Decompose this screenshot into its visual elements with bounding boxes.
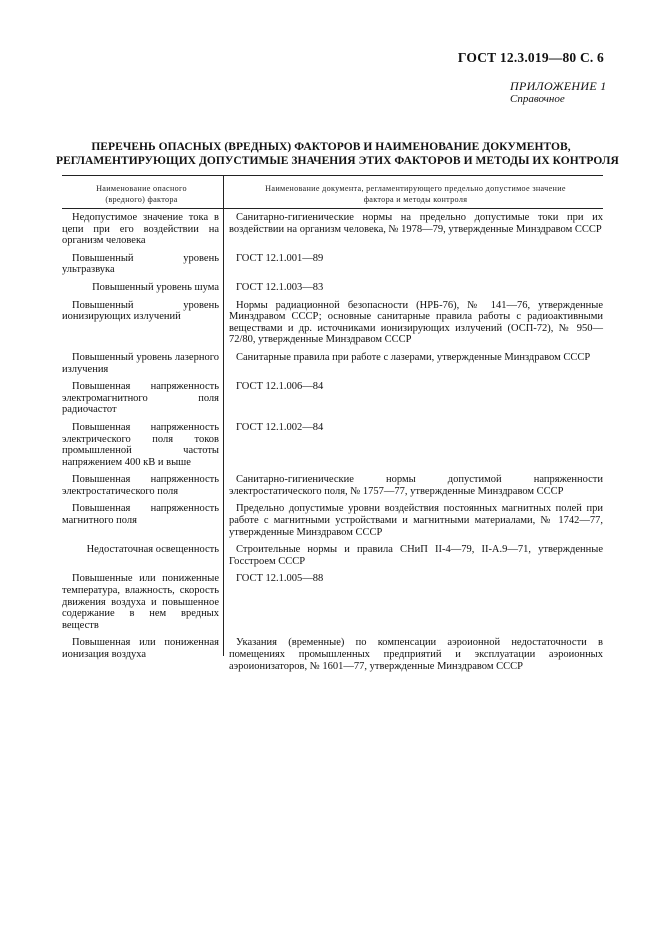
table-row <box>62 212 603 247</box>
table-row <box>62 282 603 294</box>
appendix-block <box>510 80 607 106</box>
column-header-factor <box>62 183 221 205</box>
document-cell: Санитарно-гигиенические нормы на предельно допустимые токи при их воздействии на организм человека, № 1978—79, утвержденные Минздравом СССР <box>229 212 603 235</box>
factor-cell: Повышенная напряженность электрического поля токов промышленной частоты напряжением 400 кВ и выше <box>62 421 219 468</box>
table-row <box>62 352 603 375</box>
table-top-rule <box>62 175 603 176</box>
table-row <box>62 544 603 567</box>
table-row <box>62 381 603 416</box>
column-header-document-line-1: Наименование документа, регламентирующего предельно допустимое значение <box>265 184 566 193</box>
document-cell: Санитарно-гигиенические нормы допустимой напряженности электростатического поля, № 1757—77, утвержденные Минздравом СССР <box>229 474 603 497</box>
document-cell: Строительные нормы и правила СНиП II-4—79, II-А.9—71, утвержденные Госстроем СССР <box>229 544 603 567</box>
factor-cell: Повышенная напряженность электростатического поля <box>62 474 219 497</box>
document-cell: ГОСТ 12.1.001—89 <box>236 252 324 264</box>
table-row <box>62 253 603 276</box>
column-header-document <box>228 183 603 205</box>
factor-cell: Недопустимое значение тока в цепи при его воздействии на организм человека <box>62 212 219 247</box>
table-row <box>62 503 603 538</box>
document-title-line-2: РЕГЛАМЕНТИРУЮЩИХ ДОПУСТИМЫЕ ЗНАЧЕНИЯ ЭТИХ ФАКТОРОВ И МЕТОДЫ ИХ КОНТРОЛЯ <box>56 154 619 167</box>
column-header-factor-line-2: (вредного) фактора <box>105 195 178 205</box>
factor-cell: Повышенная напряженность электромагнитного поля радиочастот <box>62 381 219 416</box>
factor-cell: Повышенный уровень шума <box>92 281 219 293</box>
document-cell: ГОСТ 12.1.002—84 <box>236 421 324 433</box>
factor-cell: Недостаточная освещенность <box>86 544 219 556</box>
factor-cell: Повышенная напряженность магнитного поля <box>62 503 219 527</box>
column-header-document-line-2: фактора и методы контроля <box>363 195 468 205</box>
document-cell: ГОСТ 12.1.003—83 <box>236 281 324 293</box>
table-row <box>62 474 603 497</box>
column-header-factor-line-1: Наименование опасного <box>96 184 187 193</box>
table-row <box>62 300 603 346</box>
appendix-title: ПРИЛОЖЕНИЕ 1 <box>510 79 607 93</box>
document-cell: Нормы радиационной безопасности (НРБ-76), № 141—76, утвержденные Минздравом СССР; основные санитарные правила работы с радиоактивными веществами и др. источниками ионизирующих излучений (ОСП-72), № 950—72/80, утвержденные Минздравом СССР <box>229 299 603 346</box>
factor-cell: Повышенная или пониженная ионизация воздуха <box>62 637 219 660</box>
factor-cell: Повышенный уровень лазерного излучения <box>62 351 219 375</box>
table-row <box>62 637 603 672</box>
factor-cell: Повышенный уровень ультразвука <box>62 252 219 276</box>
document-cell: Указания (временные) по компенсации аэроионной недостаточности в помещениях промышленных предприятий и эксплуатации аэроионных аэроионизаторов, № 1601—77, утвержденные Минздравом СССР <box>229 637 603 672</box>
factor-cell: Повышенный уровень ионизирующих излучений <box>62 299 219 323</box>
appendix-subtitle: Справочное <box>510 93 565 106</box>
table-header-rule <box>62 208 603 209</box>
document-cell: Предельно допустимые уровни воздействия постоянных магнитных полей при работе с магнитными устройствами и магнитными материалами, № 1742—77, утвержденные Минздравом СССР <box>229 503 603 538</box>
document-cell: ГОСТ 12.1.005—88 <box>236 573 324 585</box>
page-header-ref: ГОСТ 12.3.019—80 С. 6 <box>457 50 604 65</box>
table-body <box>62 212 603 678</box>
table-row <box>62 422 603 468</box>
document-title-line-1: ПЕРЕЧЕНЬ ОПАСНЫХ (ВРЕДНЫХ) ФАКТОРОВ И НАИМЕНОВАНИЕ ДОКУМЕНТОВ, <box>91 141 571 153</box>
document-cell: ГОСТ 12.1.006—84 <box>236 381 324 393</box>
table-row <box>62 573 603 631</box>
document-title <box>56 141 619 168</box>
document-cell: Санитарные правила при работе с лазерами, утвержденные Минздравом СССР <box>236 351 591 363</box>
factor-cell: Повышенные или пониженные температура, влажность, скорость движения воздуха и повышенное содержание в нем вредных веществ <box>62 573 219 631</box>
